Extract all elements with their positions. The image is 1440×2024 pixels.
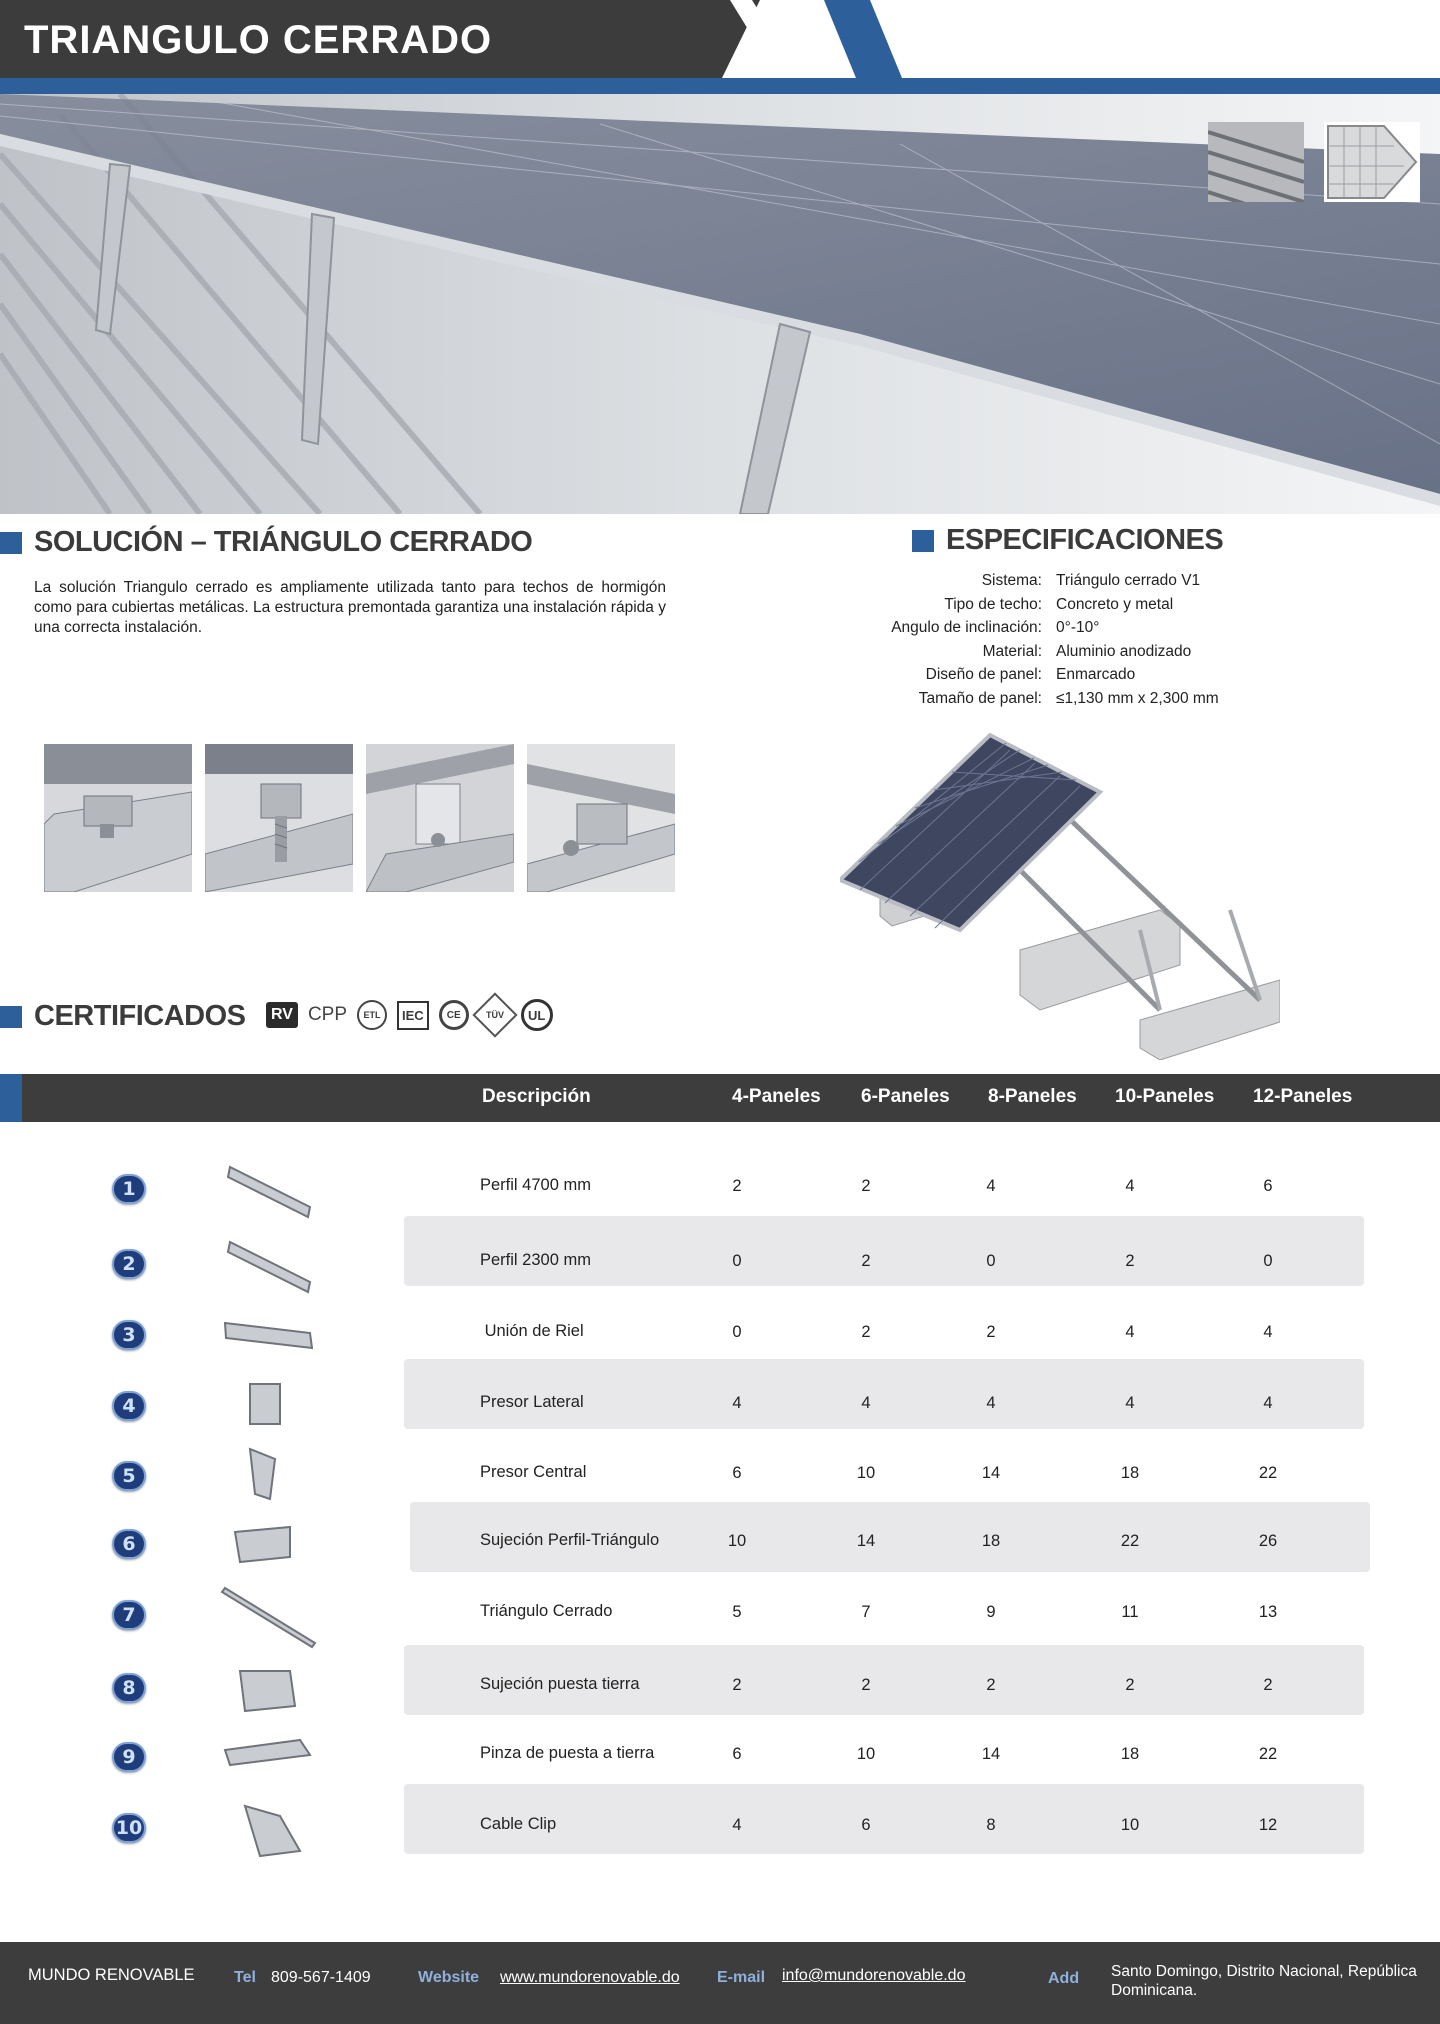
spec-value: Enmarcado <box>1056 666 1136 683</box>
row-description: Sujeción puesta tierra <box>480 1675 640 1693</box>
footer-email-link[interactable]: info@mundorenovable.do <box>782 1967 966 1984</box>
ce-cert-logo: CE <box>439 998 469 1032</box>
footer-address-label: Add <box>1048 1970 1080 1987</box>
row-number-badge: 4 <box>112 1391 146 1421</box>
row-value: 2 <box>986 1676 996 1694</box>
row-value: 10 <box>856 1464 876 1482</box>
row-value: 4 <box>986 1394 996 1412</box>
section-square-icon <box>0 532 22 554</box>
solution-section-header <box>0 526 532 559</box>
row-number-badge: 2 <box>112 1249 146 1279</box>
part-image <box>220 1303 320 1373</box>
spec-value: ≤1,130 mm x 2,300 mm <box>1056 689 1219 707</box>
row-value: 18 <box>981 1532 1001 1550</box>
row-number-badge: 3 <box>112 1320 146 1350</box>
row-value: 12 <box>1258 1816 1278 1834</box>
column-header-12-panels: 12-Paneles <box>1253 1086 1353 1107</box>
row-number-badge: 7 <box>112 1600 146 1630</box>
section-square-icon <box>0 1006 22 1028</box>
footer-address: Santo Domingo, Distrito Nacional, República Dominicana. <box>1111 1963 1417 1999</box>
row-value: 10 <box>1120 1816 1140 1834</box>
components-table-header <box>0 1074 1440 1122</box>
row-value: 10 <box>727 1532 747 1550</box>
row-value: 14 <box>981 1745 1001 1763</box>
rv-cert-logo: RV <box>266 998 298 1032</box>
footer-tel: 809-567-1409 <box>271 1969 371 1986</box>
specs-section-header <box>912 524 1223 557</box>
row-value: 0 <box>986 1252 996 1270</box>
part-image <box>220 1444 320 1514</box>
part-image <box>220 1232 320 1302</box>
part-image <box>220 1374 320 1444</box>
row-value: 22 <box>1120 1532 1140 1550</box>
page-footer <box>0 1942 1440 2024</box>
end-clamp-photo <box>205 744 353 892</box>
row-value: 9 <box>986 1603 996 1621</box>
spec-value: Triángulo cerrado V1 <box>1056 572 1201 589</box>
certificates-section-header <box>0 1000 246 1033</box>
row-value: 4 <box>1125 1177 1135 1195</box>
row-value: 6 <box>861 1816 871 1834</box>
row-value: 10 <box>856 1745 876 1763</box>
spec-row <box>840 619 1360 643</box>
certificates-title: CERTIFICADOS <box>34 1000 246 1032</box>
row-value: 0 <box>732 1323 742 1341</box>
spec-row <box>840 596 1360 620</box>
page-title: TRIANGULO CERRADO <box>24 18 493 62</box>
row-description: Perfil 4700 mm <box>480 1176 591 1194</box>
page-header <box>0 0 1440 96</box>
part-image <box>220 1157 320 1227</box>
footer-website-link[interactable]: www.mundorenovable.do <box>500 1969 680 1986</box>
row-number-badge: 9 <box>112 1742 146 1772</box>
row-number-badge: 8 <box>112 1673 146 1703</box>
row-value: 18 <box>1120 1464 1140 1482</box>
row-number-badge: 6 <box>112 1529 146 1559</box>
row-number-badge: 1 <box>112 1174 146 1204</box>
row-value: 5 <box>732 1603 742 1621</box>
spec-row <box>840 643 1360 667</box>
row-value: 4 <box>732 1394 742 1412</box>
row-value: 2 <box>732 1177 742 1195</box>
specs-list <box>840 572 1360 713</box>
row-value: 0 <box>1263 1252 1273 1270</box>
row-description: Presor Lateral <box>480 1393 584 1411</box>
row-value: 14 <box>981 1464 1001 1482</box>
row-value: 2 <box>861 1676 871 1694</box>
column-header-description: Descripción <box>482 1086 591 1107</box>
tuv-cert-logo: TÜV <box>479 998 511 1032</box>
row-value: 7 <box>861 1603 871 1621</box>
rail-clamp-photo <box>44 744 192 892</box>
cpp-cert-logo: CPP <box>307 1004 348 1025</box>
row-value: 4 <box>1263 1323 1273 1341</box>
row-value: 2 <box>1125 1252 1135 1270</box>
row-description: Triángulo Cerrado <box>480 1602 613 1620</box>
spec-label: Angulo de inclinación: <box>891 619 1042 636</box>
row-value: 0 <box>732 1252 742 1270</box>
part-image <box>220 1583 320 1653</box>
spec-value: 0°-10° <box>1056 619 1100 636</box>
row-description: Presor Central <box>480 1463 587 1481</box>
row-value: 14 <box>856 1532 876 1550</box>
iec-cert-logo: IEC <box>397 998 429 1032</box>
row-description: Unión de Riel <box>480 1322 584 1340</box>
table-header-accent <box>0 1074 22 1122</box>
row-value: 2 <box>986 1323 996 1341</box>
row-value: 13 <box>1258 1603 1278 1621</box>
panel-thumbnail-image <box>1324 122 1420 202</box>
row-value: 11 <box>1121 1603 1139 1621</box>
mid-clamp-photo <box>527 744 675 892</box>
part-image <box>220 1725 320 1795</box>
part-image <box>220 1656 320 1726</box>
spec-label: Sistema: <box>981 572 1042 589</box>
etl-cert-logo: ETL <box>357 998 387 1032</box>
column-header-6-panels: 6-Paneles <box>861 1086 950 1107</box>
spec-row <box>840 572 1360 596</box>
spec-label: Diseño de panel: <box>925 666 1042 683</box>
row-value: 6 <box>1263 1177 1273 1195</box>
spec-row <box>840 666 1360 690</box>
footer-website-label: Website <box>418 1969 480 1986</box>
row-description: Sujeción Perfil-Triángulo <box>480 1531 660 1549</box>
spec-value: Concreto y metal <box>1056 595 1174 613</box>
row-value: 2 <box>1263 1676 1273 1694</box>
row-value: 22 <box>1258 1464 1278 1482</box>
row-description: Pinza de puesta a tierra <box>480 1744 655 1762</box>
row-value: 4 <box>861 1394 871 1412</box>
spec-label: Material: <box>982 642 1042 660</box>
row-number-badge: 5 <box>112 1461 146 1491</box>
header-stripes <box>720 0 920 78</box>
row-value: 4 <box>1263 1394 1273 1412</box>
row-value: 2 <box>861 1252 871 1270</box>
footer-company: MUNDO RENOVABLE <box>28 1966 195 1984</box>
row-value: 26 <box>1258 1532 1278 1550</box>
row-value: 2 <box>861 1323 871 1341</box>
footer-tel-label: Tel <box>234 1969 256 1986</box>
row-value: 6 <box>732 1464 742 1482</box>
row-description: Perfil 2300 mm <box>480 1251 591 1269</box>
spec-value: Aluminio anodizado <box>1056 642 1192 660</box>
row-value: 4 <box>986 1177 996 1195</box>
section-square-icon <box>912 530 934 552</box>
row-value: 18 <box>1120 1745 1140 1763</box>
row-value: 8 <box>986 1816 996 1834</box>
header-blue-line <box>0 78 1440 94</box>
row-description: Cable Clip <box>480 1815 557 1833</box>
part-image <box>220 1512 320 1582</box>
solution-description: La solución Triangulo cerrado es ampliamente utilizada tanto para techos de hormigón como para cubiertas metálicas. La estructura premontada garantiza una instalación rápida y una correcta instalación. <box>34 579 666 636</box>
footer-email-label: E-mail <box>717 1969 766 1986</box>
row-number-badge: 10 <box>112 1813 146 1843</box>
column-header-8-panels: 8-Paneles <box>988 1086 1077 1107</box>
certificate-logos <box>266 998 553 1032</box>
solar-panel-illustration <box>840 730 1280 1060</box>
specs-title: ESPECIFICACIONES <box>946 524 1224 556</box>
triangle-joint-photo <box>366 744 514 892</box>
column-header-4-panels: 4-Paneles <box>732 1086 821 1107</box>
row-value: 4 <box>732 1816 742 1834</box>
spec-row <box>840 690 1360 714</box>
column-header-10-panels: 10-Paneles <box>1115 1086 1215 1107</box>
spec-label: Tamaño de panel: <box>918 689 1042 707</box>
roof-thumbnail-image <box>1208 122 1304 202</box>
ul-cert-logo: UL <box>521 998 553 1032</box>
row-value: 2 <box>861 1177 871 1195</box>
row-value: 22 <box>1258 1745 1278 1763</box>
spec-label: Tipo de techo: <box>944 595 1042 613</box>
solution-title: SOLUCIÓN – TRIÁNGULO CERRADO <box>34 526 533 558</box>
part-image <box>220 1796 320 1866</box>
row-value: 2 <box>1125 1676 1135 1694</box>
row-value: 6 <box>732 1745 742 1763</box>
row-value: 4 <box>1125 1323 1135 1341</box>
row-value: 2 <box>732 1676 742 1694</box>
row-value: 4 <box>1125 1394 1135 1412</box>
